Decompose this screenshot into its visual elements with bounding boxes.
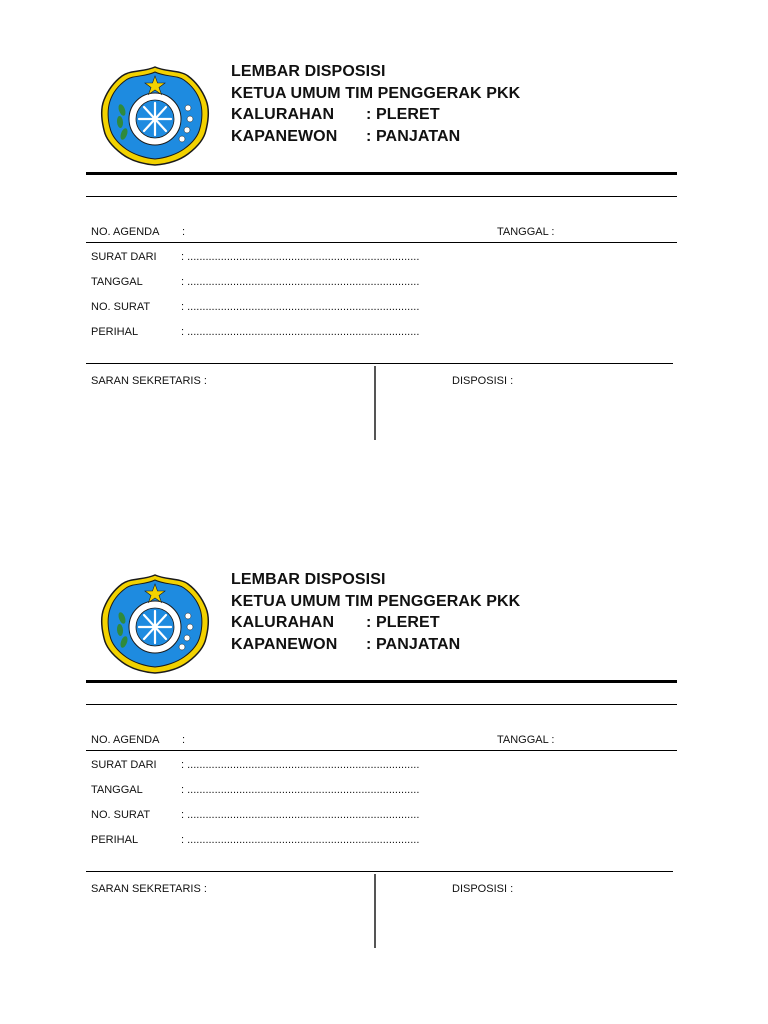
kapanewon-line xyxy=(231,636,460,654)
row-value: : ............................................................................ xyxy=(181,834,420,846)
column-divider xyxy=(374,366,376,440)
row-value: : ............................................................................ xyxy=(181,326,420,338)
tanggal-field: TANGGAL : xyxy=(497,226,555,238)
agenda-label: NO. AGENDA xyxy=(91,734,160,746)
letter-row xyxy=(91,809,419,821)
letter-row xyxy=(91,251,419,263)
saran-sekretaris-label: SARAN SEKRETARIS : xyxy=(91,883,207,895)
disposisi-label: DISPOSISI : xyxy=(452,375,514,387)
row-label: SURAT DARI xyxy=(91,759,157,771)
form-title: LEMBAR DISPOSISI xyxy=(231,571,386,588)
header-divider-thin xyxy=(86,196,677,197)
kapanewon-line xyxy=(231,128,460,146)
row-value: : ............................................................................ xyxy=(181,784,420,796)
agenda-divider xyxy=(86,242,677,243)
agenda-colon: : xyxy=(182,226,186,238)
row-label: PERIHAL xyxy=(91,326,139,338)
form-subtitle: KETUA UMUM TIM PENGGERAK PKK xyxy=(231,593,521,610)
disposition-sheet-1 xyxy=(0,0,768,508)
saran-sekretaris-label: SARAN SEKRETARIS : xyxy=(91,375,207,387)
form-title: LEMBAR DISPOSISI xyxy=(231,63,386,80)
letter-row xyxy=(91,834,419,846)
disposisi-label: DISPOSISI : xyxy=(452,883,514,895)
kelurahan-value: : PLERET xyxy=(366,614,440,631)
row-value: : ............................................................................ xyxy=(181,301,420,313)
letter-row xyxy=(91,326,419,338)
row-label: PERIHAL xyxy=(91,834,139,846)
row-value: : ............................................................................ xyxy=(181,251,420,263)
kelurahan-line xyxy=(231,614,440,632)
pkk-emblem-icon xyxy=(96,570,214,678)
header-divider-thin xyxy=(86,704,677,705)
kelurahan-label: KALURAHAN xyxy=(231,614,335,631)
form-subtitle: KETUA UMUM TIM PENGGERAK PKK xyxy=(231,85,521,102)
agenda-label: NO. AGENDA xyxy=(91,226,160,238)
tanggal-field: TANGGAL : xyxy=(497,734,555,746)
agenda-colon: : xyxy=(182,734,186,746)
letter-row xyxy=(91,301,419,313)
letter-row xyxy=(91,276,419,288)
disposition-sheet-2 xyxy=(0,508,768,1016)
kelurahan-line xyxy=(231,106,440,124)
row-label: TANGGAL xyxy=(91,784,143,796)
row-value: : ............................................................................ xyxy=(181,759,420,771)
row-label: TANGGAL xyxy=(91,276,143,288)
kapanewon-value: : PANJATAN xyxy=(366,636,461,653)
header-divider-thick xyxy=(86,680,677,683)
kapanewon-value: : PANJATAN xyxy=(366,128,461,145)
row-value: : ............................................................................ xyxy=(181,276,420,288)
row-label: SURAT DARI xyxy=(91,251,157,263)
column-divider xyxy=(374,874,376,948)
letter-row xyxy=(91,759,419,771)
letter-row xyxy=(91,784,419,796)
agenda-divider xyxy=(86,750,677,751)
kapanewon-label: KAPANEWON xyxy=(231,128,338,145)
header-divider-thick xyxy=(86,172,677,175)
pkk-emblem-icon xyxy=(96,62,214,170)
kelurahan-value: : PLERET xyxy=(366,106,440,123)
details-divider xyxy=(86,363,673,364)
kapanewon-label: KAPANEWON xyxy=(231,636,338,653)
row-label: NO. SURAT xyxy=(91,301,151,313)
agenda-field xyxy=(91,226,186,238)
row-label: NO. SURAT xyxy=(91,809,151,821)
kelurahan-label: KALURAHAN xyxy=(231,106,335,123)
row-value: : ............................................................................ xyxy=(181,809,420,821)
details-divider xyxy=(86,871,673,872)
agenda-field xyxy=(91,734,186,746)
